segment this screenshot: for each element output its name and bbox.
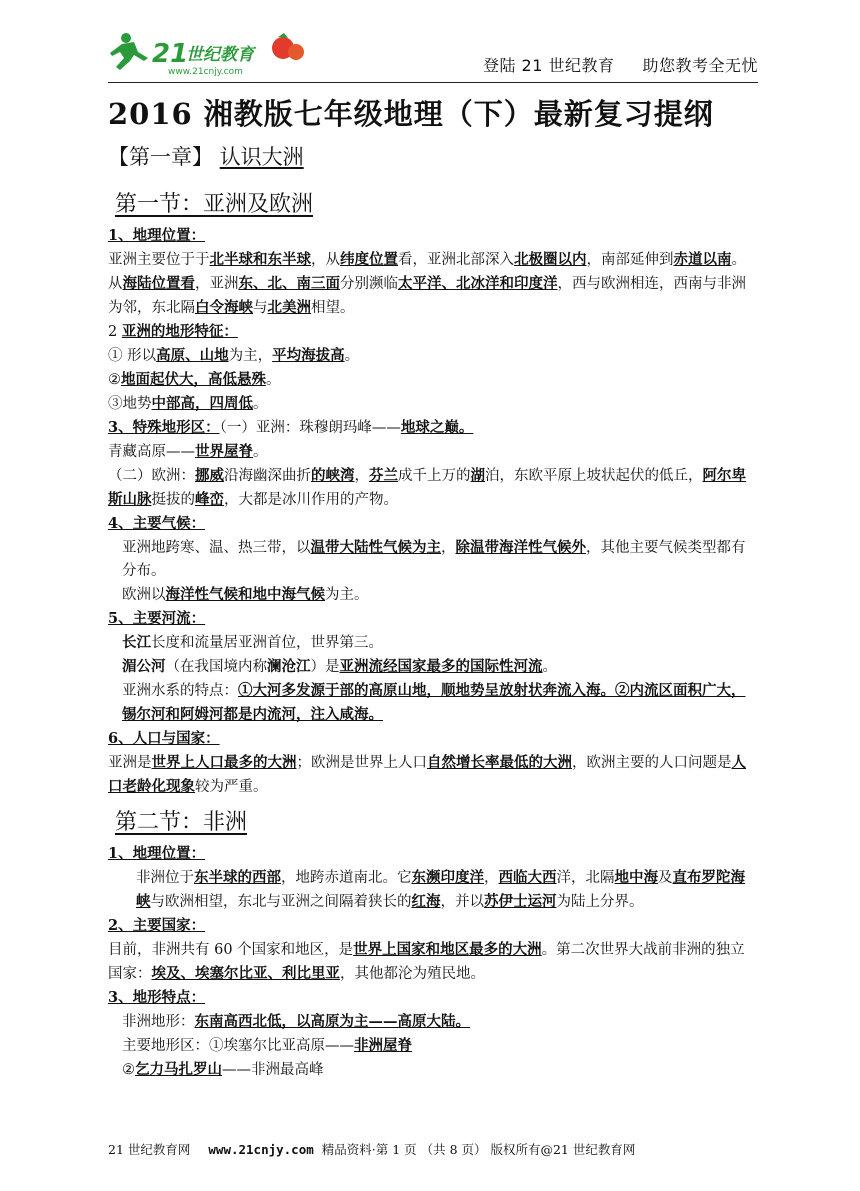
chapter-heading	[108, 141, 758, 171]
text-run: （二）欧洲：	[108, 468, 195, 484]
text-run: 3、特殊地形区：	[108, 419, 220, 436]
text-run: 。第二次世界大战前非洲的独立国家：	[108, 942, 745, 982]
text-run: 成千上万的	[398, 468, 471, 484]
text-run: ，	[484, 870, 499, 886]
text-run: 2	[108, 324, 122, 340]
section-title-1: 第一节：亚洲及欧洲	[115, 192, 314, 217]
text-run: 东、北、南三面	[238, 275, 340, 292]
page-footer	[108, 1140, 758, 1158]
list-terrain-2	[108, 368, 758, 392]
text-run: 湄公河	[122, 658, 166, 675]
text-run: 高原、山地	[156, 347, 229, 364]
text-run: 纬度位置	[340, 251, 398, 268]
text-run: ；欧洲是世界上人口	[296, 755, 427, 771]
text-run: 为陆上分界。	[556, 894, 644, 910]
text-run: 赤道以南	[673, 251, 732, 268]
text-run: 世界上人口最多的大洲	[151, 754, 297, 771]
text-run: 世界屋脊	[195, 443, 253, 460]
para-water-system	[108, 679, 758, 727]
text-run: ，亚洲	[195, 276, 239, 292]
text-run: 2、主要国家：	[108, 917, 206, 934]
text-run: 挺拔的	[151, 492, 195, 508]
text-run: 东濒印度洋	[411, 869, 484, 886]
text-run: 峰峦	[195, 491, 224, 508]
heading-africa-terrain	[108, 986, 758, 1010]
text-run: 。	[344, 348, 360, 364]
text-run: 非洲地形：	[122, 1014, 195, 1030]
section-heading-1	[108, 187, 758, 218]
text-run: ，大都是冰川作用的产物。	[224, 492, 398, 508]
text-run: 苏伊士运河	[484, 893, 557, 910]
text-run: 为主。	[325, 587, 369, 603]
heading-terrain	[108, 320, 758, 344]
text-run: 中部高，四周低	[151, 395, 253, 412]
text-run: ，西与欧洲相连，西南与非洲为邻，东北隔	[108, 276, 746, 316]
text-run: 芬兰	[369, 467, 398, 484]
footer-right: 精品资料·第 1 页 （共 8 页） 版权所有@21 世纪教育网	[321, 1142, 636, 1157]
text-run: 西临大西	[498, 869, 557, 886]
page-header	[108, 28, 758, 83]
text-run: 自然增长率最低的大洲	[427, 754, 572, 771]
text-run: 亚洲水系的特点：	[122, 683, 238, 699]
text-run: 海陆位置看	[122, 275, 195, 292]
text-run: 。从	[108, 252, 746, 292]
text-run: 人口老龄化现象	[108, 754, 746, 795]
text-run: 。	[266, 372, 281, 388]
text-run: 太平洋、北冰洋和印度洋	[398, 275, 558, 292]
text-run: 海洋性气候和地中海气候	[165, 586, 325, 603]
text-run: 阿尔卑斯山脉	[108, 467, 746, 508]
text-run: 与	[253, 300, 268, 316]
slogan-help: 助您教考全无忧	[642, 56, 758, 75]
para-kilimanjaro	[108, 1058, 758, 1082]
text-run: 东半球的西部	[194, 869, 281, 886]
text-run: 5、主要河流：	[108, 610, 206, 627]
text-run: ①大河多发源于部的高原山地，顺地势呈放射状奔流入海。②内流区面积广大，锡尔河和阿姆河都是内流河，注入咸海。	[122, 682, 746, 723]
text-run: 挪威	[195, 467, 224, 484]
para-africa-location	[108, 866, 758, 914]
heading-africa-location	[108, 842, 758, 866]
header-slogan	[455, 53, 758, 76]
footer-site: www.21cnjy.com	[208, 1142, 314, 1157]
text-run: 沿海幽深曲折	[224, 468, 311, 484]
text-run: 除温带海洋性气候外	[455, 539, 586, 556]
para-yangtze	[108, 631, 758, 655]
text-run: 分别濒临	[340, 276, 398, 292]
text-run: ，地跨赤道南北。它	[281, 870, 412, 886]
text-run: 白令海峡	[195, 299, 253, 316]
svg-text:www.21cnjy.com: www.21cnjy.com	[168, 67, 243, 77]
para-mekong	[108, 655, 758, 679]
text-run: 亚洲流经国家最多的国际性河流	[339, 658, 543, 675]
text-run: 世界上国家和地区最多的大洲	[353, 941, 542, 958]
para-asia-climate	[108, 536, 758, 583]
para-location	[108, 248, 758, 320]
para-population	[108, 751, 758, 799]
text-run: 直布罗陀海峡	[136, 869, 745, 910]
section-title-2: 第二节：非洲	[115, 810, 248, 835]
text-run: ）是	[310, 659, 340, 675]
heading-africa-countries	[108, 914, 758, 938]
para-europe-climate	[108, 583, 758, 607]
text-run: 主要地形区：①埃塞尔比亚高原——	[122, 1038, 354, 1054]
text-run: 长度和流量居亚洲首位，世界第三。	[151, 635, 383, 651]
para-tibet	[108, 440, 758, 464]
text-run: 亚洲的地形特征：	[121, 323, 238, 340]
heading-population	[108, 727, 758, 751]
text-run: 长江	[122, 634, 151, 651]
footer-left: 21 世纪教育网	[108, 1142, 191, 1157]
text-run: 6、人口与国家：	[108, 730, 220, 747]
text-run: 为主，	[228, 348, 273, 364]
text-run: 平均海拔高	[272, 347, 345, 364]
text-run: 埃及、埃塞尔比亚、利比里亚	[151, 965, 340, 982]
text-run: 地面起伏大，高低悬殊	[121, 371, 266, 388]
heading-special-landforms	[108, 416, 758, 440]
text-run: 3、地形特点：	[108, 989, 206, 1006]
text-run: 欧洲以	[122, 587, 166, 603]
text-run: 看，亚洲北部深入	[398, 252, 514, 268]
chapter-prefix: 【第一章】	[108, 145, 213, 169]
text-run: 红海	[411, 893, 441, 910]
text-run: ，其他都沦为殖民地。	[340, 966, 485, 982]
text-run: ，欧洲主要的人口问题是	[572, 755, 732, 771]
text-run: 亚洲地跨寒、温、热三带，以	[122, 540, 311, 556]
text-run: 非洲屋脊	[354, 1037, 412, 1054]
text-run: 4、主要气候：	[108, 515, 206, 532]
text-run: 及	[658, 870, 673, 886]
text-run: 。	[253, 396, 268, 412]
text-run: ，并以	[440, 894, 484, 910]
text-run: 澜沧江	[267, 658, 311, 675]
text-run: 1、地理位置：	[108, 845, 206, 862]
chapter-name: 认识大洲	[219, 145, 304, 169]
text-run: 地球之巅。	[400, 419, 474, 436]
heading-climate	[108, 512, 758, 536]
text-run: 北极圈以内	[514, 251, 587, 268]
text-run: （在我国境内称	[165, 659, 267, 675]
text-run: 东南高西北低，以高原为主——高原大陆。	[194, 1013, 470, 1030]
para-africa-terrain	[108, 1010, 758, 1034]
text-run: ——非洲最高峰	[222, 1062, 324, 1078]
para-africa-landforms	[108, 1034, 758, 1058]
document-body	[108, 86, 758, 1082]
text-run: ，从	[311, 252, 340, 268]
text-run: 目前，非洲共有 60 个国家和地区，是	[108, 942, 354, 958]
text-run: 与欧洲相望，东北与亚洲之间隔着狭长的	[150, 894, 412, 910]
svg-text:世纪教育: 世纪教育	[186, 45, 254, 65]
text-run: 地中海	[614, 869, 658, 886]
text-run: 北美洲	[267, 299, 311, 316]
para-africa-countries	[108, 938, 758, 986]
text-run: ，南部延伸到	[586, 252, 674, 268]
text-run: 北半球和东半球	[209, 251, 311, 268]
text-run: 湖	[470, 467, 485, 484]
text-run: 乞力马扎罗山	[135, 1061, 222, 1078]
logo-image	[108, 28, 308, 78]
document-title: 2016 湘教版七年级地理（下）最新复习提纲	[108, 97, 714, 131]
heading-rivers	[108, 607, 758, 631]
text-run: 泊，东欧平原上坡状起伏的低丘，	[485, 468, 703, 484]
section-heading-2	[108, 805, 758, 836]
heading-location	[108, 224, 758, 248]
text-run: 。	[253, 444, 268, 460]
list-terrain-1	[108, 344, 758, 368]
text-run: ① 形以	[108, 348, 157, 364]
text-run: ，其他主要气候类型都有分布。	[122, 540, 746, 579]
text-run: 的峡湾	[311, 467, 355, 484]
text-run: 亚洲主要位于于	[108, 252, 210, 268]
svg-text:21: 21	[152, 39, 189, 69]
text-run: ②	[108, 372, 121, 388]
text-run: ②	[122, 1062, 135, 1078]
text-run: ③地势	[108, 396, 152, 412]
text-run: 非洲位于	[136, 870, 194, 886]
slogan-login: 登陆 21 世纪教育	[482, 56, 615, 75]
text-run: 洋，北隔	[556, 870, 615, 886]
text-run: 。	[542, 659, 557, 675]
text-run: 亚洲是	[108, 755, 152, 771]
text-run: 青藏高原——	[108, 444, 195, 460]
text-run: ，	[354, 468, 369, 484]
text-run: ，	[441, 540, 456, 556]
text-run: 较为严重。	[195, 779, 268, 795]
heading-text: 1、地理位置：	[108, 227, 206, 244]
text-run: 相望。	[311, 300, 355, 316]
text-run: （一）亚洲：珠穆朗玛峰——	[219, 420, 401, 436]
text-run: 温带大陆性气候为主	[310, 539, 441, 556]
para-europe-landforms	[108, 464, 758, 512]
list-terrain-3	[108, 392, 758, 416]
